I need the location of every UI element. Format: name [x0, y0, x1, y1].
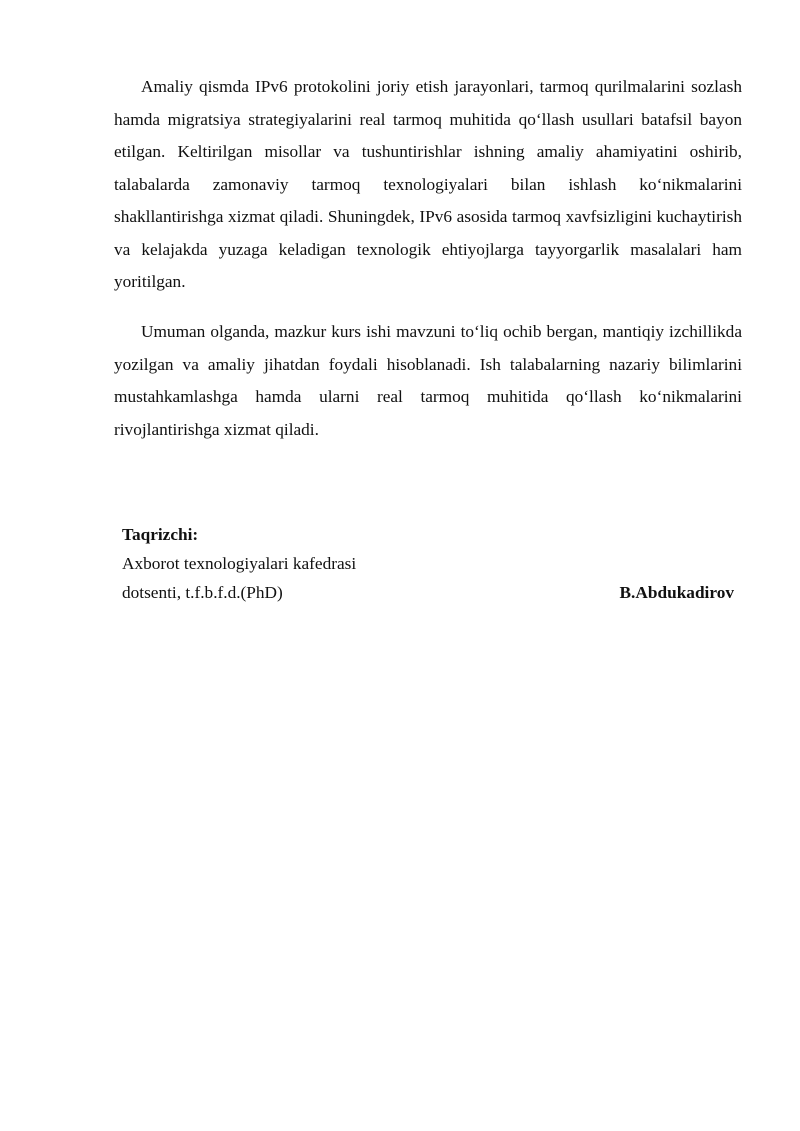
paragraph-conclusion	[114, 316, 742, 446]
paragraph-practical-part	[114, 71, 742, 299]
reviewer-position-line	[122, 578, 742, 607]
reviewer-position: dotsenti, t.f.b.f.d.(PhD)	[122, 583, 283, 602]
reviewer-department: Axborot texnologiyalari kafedrasi	[122, 554, 357, 573]
reviewer-heading: Taqrizchi:	[122, 525, 199, 544]
reviewer-block	[122, 520, 742, 607]
paragraph-text: Amaliy qismda IPv6 protokolini joriy etish jarayonlari, tarmoq qurilmalarini sozlash hamda migratsiya strategiyalarini real tarmoq muhitida qo‘llash usullari batafsil bayon etilgan. Keltirilgan misollar va tushuntirishlar ishning amaliy ahamiyatini oshirib, talabalarda zamonaviy tarmoq texnologiyalari bilan ishlash ko‘nikmalarini shakllantirishga xizmat qiladi. Shuningdek, IPv6 asosida tarmoq xavfsizligini kuchaytirish va kelajakda yuzaga keladigan texnologik ehtiyojlarga tayyorgarlik masalalari ham yoritilgan.	[114, 77, 742, 291]
reviewer-name: B.Abdukadirov	[619, 583, 734, 602]
paragraph-text: Umuman olganda, mazkur kurs ishi mavzuni to‘liq ochib bergan, mantiqiy izchillikda yozilgan va amaliy jihatdan foydali hisoblanadi. Ish talabalarning nazariy bilimlarini mustahkamlashga hamda ularni real tarmoq muhitida qo‘llash ko‘nikmalarini rivojlantirishga xizmat qiladi.	[114, 322, 742, 439]
